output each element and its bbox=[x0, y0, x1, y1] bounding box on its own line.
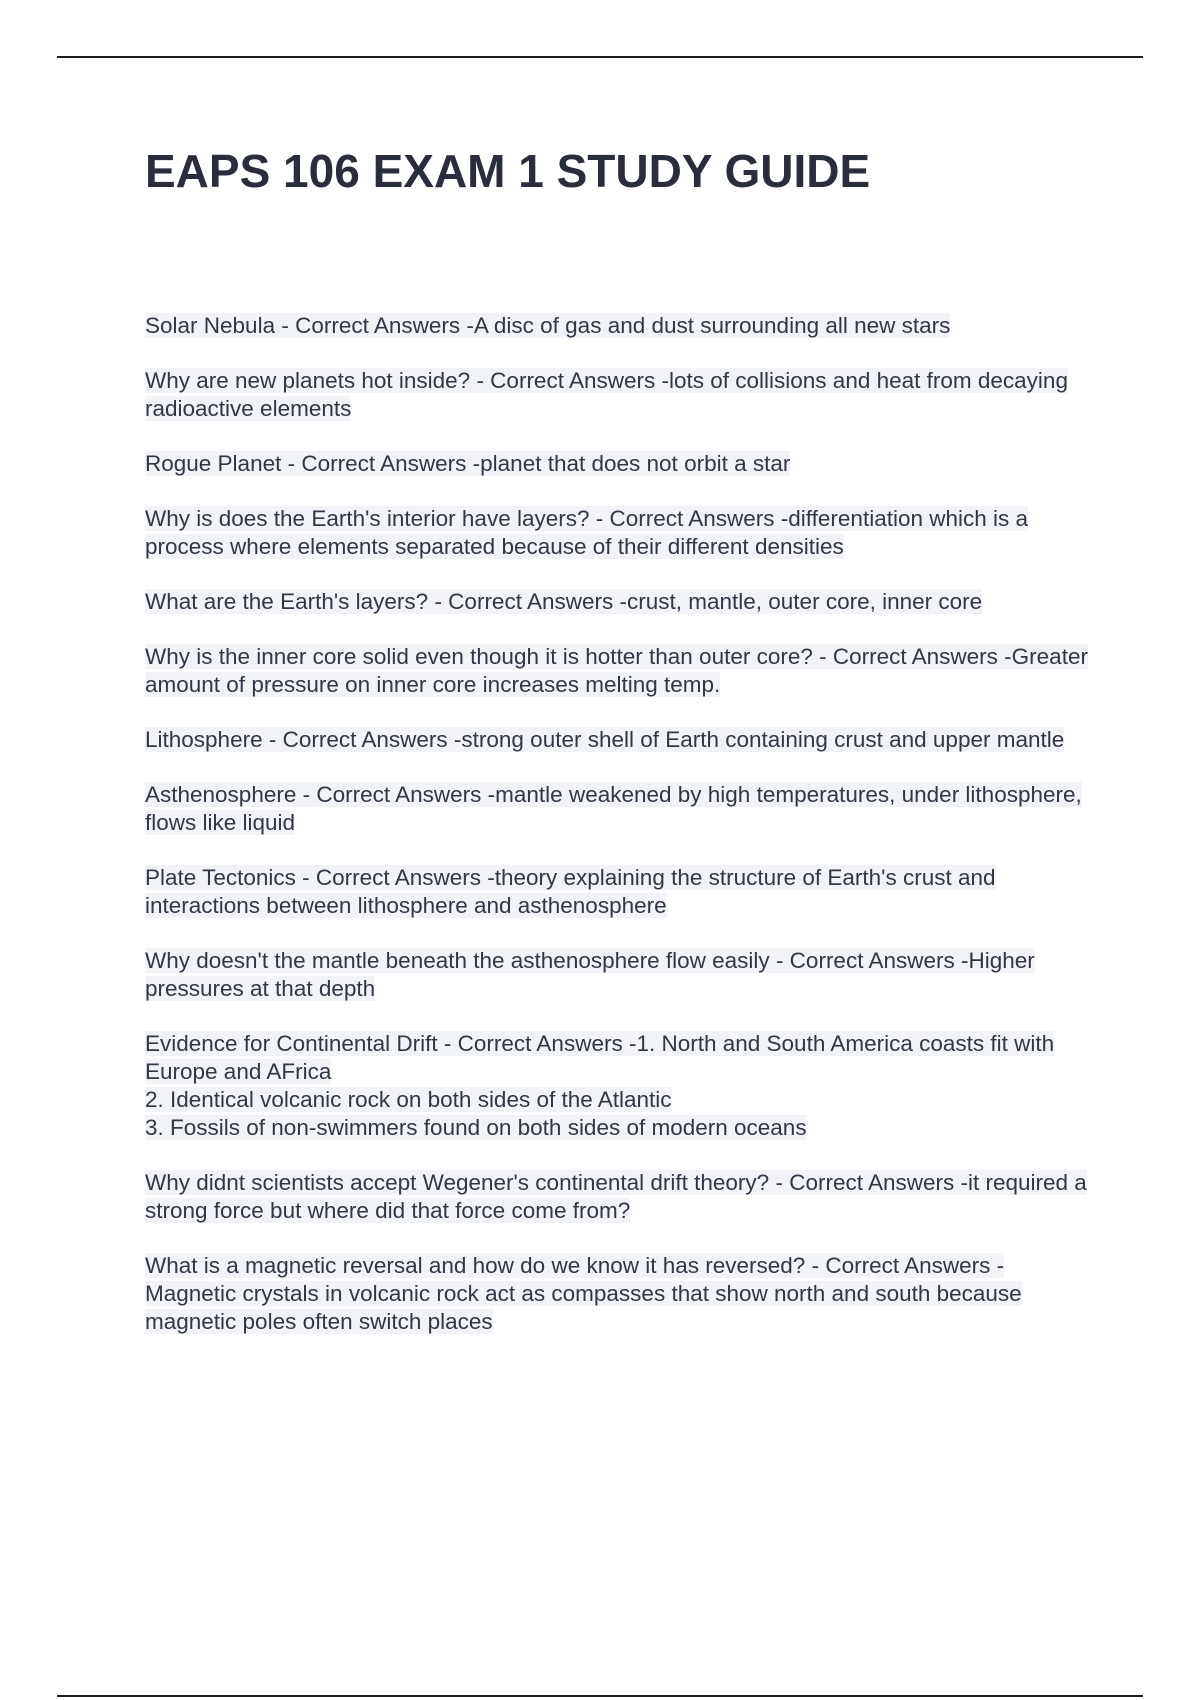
qa-answer: planet that does not orbit a star bbox=[480, 451, 791, 476]
qa-item bbox=[145, 450, 1090, 478]
qa-question: Plate Tectonics bbox=[145, 865, 296, 890]
qa-separator: - Correct Answers - bbox=[281, 451, 481, 476]
qa-question: Why doesn't the mantle beneath the asthenosphere flow easily bbox=[145, 948, 770, 973]
qa-answer: crust, mantle, outer core, inner core bbox=[626, 589, 983, 614]
qa-question: Why is does the Earth's interior have layers? bbox=[145, 506, 590, 531]
qa-question: Why is the inner core solid even though it is hotter than outer core? bbox=[145, 644, 813, 669]
qa-question: Why didnt scientists accept Wegener's continental drift theory? bbox=[145, 1170, 770, 1195]
qa-separator: - Correct Answers - bbox=[275, 313, 474, 338]
qa-answer: A disc of gas and dust surrounding all new stars bbox=[473, 313, 951, 338]
qa-separator: - Correct Answers - bbox=[470, 368, 669, 393]
page-title: EAPS 106 EXAM 1 STUDY GUIDE bbox=[145, 145, 871, 197]
qa-answer-line bbox=[145, 1114, 1090, 1142]
qa-list bbox=[145, 312, 1090, 1363]
qa-question: What is a magnetic reversal and how do we know it has reversed? bbox=[145, 1253, 806, 1278]
qa-item bbox=[145, 588, 1090, 616]
qa-question: Lithosphere bbox=[145, 727, 263, 752]
qa-question: Evidence for Continental Drift bbox=[145, 1031, 438, 1056]
qa-question: Solar Nebula bbox=[145, 313, 276, 338]
qa-separator: - Correct Answers - bbox=[428, 589, 627, 614]
qa-item bbox=[145, 505, 1090, 561]
qa-item bbox=[145, 1030, 1090, 1142]
qa-answer: it required a strong force but where did that force come from? bbox=[145, 1170, 1087, 1223]
qa-answer: Magnetic crystals in volcanic rock act as compasses that show north and south because magnetic poles often switch places bbox=[145, 1281, 1022, 1334]
qa-answer: mantle weakened by high temperatures, under lithosphere, flows like liquid bbox=[145, 782, 1082, 835]
qa-item bbox=[145, 367, 1090, 423]
top-divider bbox=[57, 56, 1143, 58]
qa-separator: - Correct Answers - bbox=[262, 727, 462, 752]
qa-separator: - Correct Answers - bbox=[812, 644, 1012, 669]
qa-answer-line bbox=[145, 1086, 1090, 1114]
qa-item bbox=[145, 726, 1090, 754]
bottom-divider bbox=[57, 1695, 1143, 1697]
qa-answer: Higher pressures at that depth bbox=[145, 948, 1035, 1001]
qa-separator: - Correct Answers - bbox=[437, 1031, 637, 1056]
qa-answer: strong outer shell of Earth containing crust and upper mantle bbox=[461, 727, 1065, 752]
qa-separator: - Correct Answers - bbox=[295, 865, 495, 890]
qa-answer: Greater amount of pressure on inner core increases melting temp. bbox=[145, 644, 1088, 697]
qa-item bbox=[145, 947, 1090, 1003]
qa-item bbox=[145, 1169, 1090, 1225]
qa-item bbox=[145, 864, 1090, 920]
qa-item bbox=[145, 1252, 1090, 1336]
qa-question: Asthenosphere bbox=[145, 782, 297, 807]
qa-item bbox=[145, 643, 1090, 699]
qa-answer-line-text: 2. Identical volcanic rock on both sides of the Atlantic bbox=[145, 1087, 672, 1112]
qa-answer-line-text: 3. Fossils of non-swimmers found on both sides of modern oceans bbox=[145, 1115, 807, 1140]
qa-question: Why are new planets hot inside? bbox=[145, 368, 471, 393]
qa-separator: - Correct Answers - bbox=[589, 506, 789, 531]
qa-answer: differentiation which is a process where elements separated because of their different densities bbox=[145, 506, 1029, 559]
qa-question: What are the Earth's layers? bbox=[145, 589, 429, 614]
qa-separator: - Correct Answers - bbox=[296, 782, 496, 807]
qa-answer: lots of collisions and heat from decaying radioactive elements bbox=[145, 368, 1068, 421]
qa-separator: - Correct Answers - bbox=[769, 1170, 968, 1195]
qa-separator: - Correct Answers - bbox=[769, 948, 969, 973]
qa-separator: - Correct Answers - bbox=[805, 1253, 1005, 1278]
qa-question: Rogue Planet bbox=[145, 451, 282, 476]
qa-item bbox=[145, 312, 1090, 340]
qa-item bbox=[145, 781, 1090, 837]
qa-answer: 1. North and South America coasts fit with Europe and AFrica bbox=[145, 1031, 1055, 1084]
qa-answer: theory explaining the structure of Earth's crust and interactions between lithosphere and asthenosphere bbox=[145, 865, 996, 918]
